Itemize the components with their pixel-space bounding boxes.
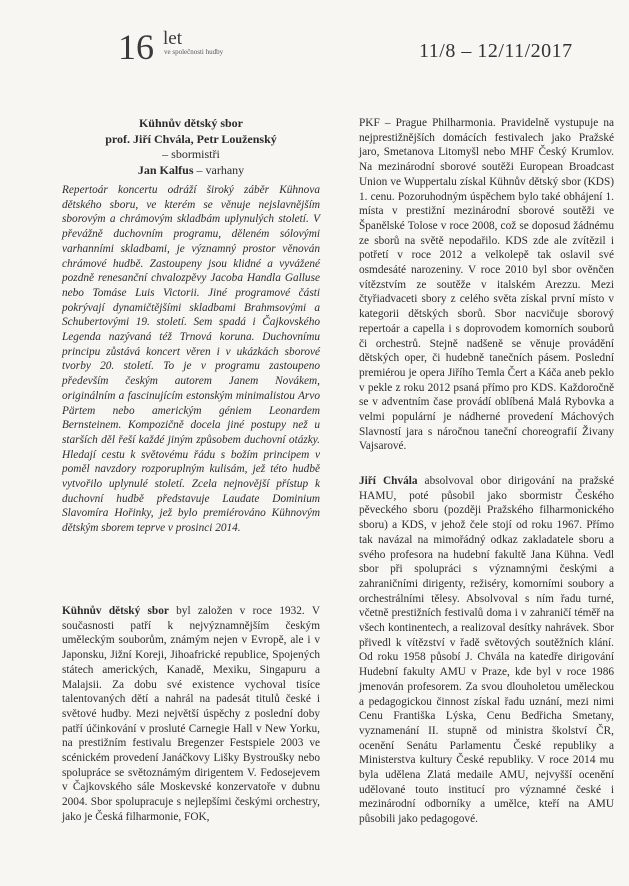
choir-bio-paragraph xyxy=(62,604,320,825)
conductors-names: prof. Jiří Chvála, Petr Louženský xyxy=(105,131,277,146)
organist-role: – varhany xyxy=(196,162,245,177)
logo-number: 16 xyxy=(118,27,154,67)
intro-paragraph: Repertoár koncertu odráží široký záběr Kühnova dětského sboru, ve kterém se věnuje nejslavnějším sborovým a chrámovým skladbám uplynulých století. V převážně duchovním programu, děleném sólovými varhanními skladbami, je významný prostor věnován chrámové hudbě. Zastoupeny jsou klidné a vyvážené pozdně renesanční chvalozpěvy Jacoba Handla Galluse nebo Tomáse Luis Victorii. Jiné programové části pokrývají dynamičtějšími skladbami Brahmsovými a Schubertovými 19. století. Sem spadá i Čajkovského Legenda nazývaná též Trnová koruna. Duchovnímu principu zůstává koncert věren i v ukázkách sborové tvorby 20. století. To je v programu zastoupeno především českým autorem Janem Novákem, originálním a fascinujícím estonským minimalistou Arvo Pärtem nebo americkým géniem Leonardem Bernsteinem. Kompozičně docela jiné postupy než u starších děl řeší každé jiným způsobem duchovní otázky. Hledají cestu k světovému řádu s božím principem v poměl navzdory rozporuplným kulisám, jež této hudbě vytvořilo uplynulé století. Zcela nejnovější přístup k duchovní hudbě představuje Laudate Dominium Slavomíra Hořinky, jež bylo premiérováno Kühnovým dětským sborem teprve v prosinci 2014. xyxy=(62,184,320,535)
choir-bio-continued xyxy=(359,116,614,454)
choir-bio-text: byl založen v roce 1932. V současnosti patří k nejvýznamnějším českým uměleckým souborům, známým nejen v Evropě, ale i v Japonsku, Jižní Koreji, Jihoafrické republice, Spojených státech amerických, Kanadě, Mexiku, Singapuru a Malajsii. Za dobu své existence vychoval tisíce talentovaných dětí a nahrál na padesát titulů české i světové hudby. Mezi největší úspěchy z poslední doby patří účinkování v prosluté Carnegie Hall v New Yorku, na prestižním festivalu Bregenzer Festspiele 2003 ve scénickém provedení Janáčkovy Lišky Bystroušky nebo spolupráce se světoznámým dirigentem V. Fedosejevem v Čajkovského sále Moskevské konzervatoře v dubnu 2004. Sbor spolupracuje s nejlepšími českými orchestry, jako je Česká filharmonie, FOK, xyxy=(62,605,320,823)
organist-name: Jan Kalfus xyxy=(137,162,194,177)
logo-word: let xyxy=(163,28,182,49)
programme-intro xyxy=(62,183,320,536)
logo-subtitle: ve společnosti hudby xyxy=(164,48,224,56)
ensemble-title: Kühnův dětský sbor xyxy=(138,116,244,130)
choir-bio-continued-paragraph: PKF – Prague Philharmonia. Pravidelně vystupuje na nejprestižnějších domácích festivalech jako Pražské jaro, Smetanova Litomyšl nebo MHF Český Krumlov. Na mezinárodní sborové soutěži European Broadcast Union ve Wuppertalu získal Kühnův dětský sbor (KDS) 1. cenu. Pozoruhodným úspěchem bylo také obhájení 1. místa v prestižní mezinárodní sborové soutěži ve Španělské Tolose v roce 2008, což se doposud žádnému ze sborů na světě nepodařilo. KDS zde ale zvítězil i potřetí v roce 2012 a velkolepě tak oslavil své osmdesáté narozeniny. V roce 2010 byl sbor ověnčen vítězstvím ze soutěže v italském Arezzu. Mezi čtyřiadvaceti sbory z celého světa získal první místo v kategorii dětských sborů. Sbor nacvičuje sborový repertoár a capella i s doprovodem komorních souborů či orchestrů. Stejně nadšeně se věnuje provádění dětských oper, či hudebně tanečních pásem. Poslední premiérou je opera Jiřího Temla Čert a Káča aneb peklo v pekle z roku 2012 psaná přímo pro KDS. Každoročně se v adventním čase provádí oblíbená Malá Rybovka a velmi populární je nádherné provedení Máchových Slavností jara s náročnou taneční choreografií Živany Vajsarové. xyxy=(359,117,614,453)
conductor-bio-paragraph xyxy=(359,474,614,827)
date-range: 11/8 – 12/11/2017 xyxy=(419,40,573,62)
concert-heading xyxy=(62,116,320,178)
conductor-bio-text: absolvoval obor dirigování na pražské HAMU, poté působil jako sbormistr Českého pěveckého sboru (později Pražského filharmonického sboru) a KDS, v jehož čele stojí od roku 1967. Přímo tak navázal na mimořádný odkaz zakladatele sboru a svého profesora na hudební fakultě Jana Kühna. Vedl sbor při spolupráci s významnými českými a zahraničními dirigenty, režiséry, komorními soubory a orchestrálními tělesy. Absolvoval s ním řadu turné, včetně prestižních festivalů doma i v zahraničí téměř na všech kontinentech, a realizoval desítky nahrávek. Sbor přivedl k vítězství v řadě světových soutěžních klání. Od roku 1958 působí J. Chvála na katedře dirigování Hudební fakulty AMU v Praze, kde byl v roce 1986 jmenován profesorem. Za svou dlouholetou uměleckou a pedagogickou činnost získal řadu uznání, mezi nimi Cenu Františka Lýska, Cenu Bedřicha Smetany, vyznamenání II. stupně od ministra školství ČR, ocenění Senátu Parlamentu České republiky a Ministerstva kultury České republiky. V roce 2014 mu byla udělena Zlatá medaile AMU, nejvyšší ocenění udělované touto institucí pro významné české i mezinárodní odborníky a umělce, kteří na AMU působili jako pedagogové. xyxy=(359,475,614,826)
conductors-role: – sbormistři xyxy=(162,147,220,161)
choir-bio xyxy=(62,604,320,825)
choir-bio-lead: Kühnův dětský sbor xyxy=(62,605,169,617)
conductor-bio-lead: Jiří Chvála xyxy=(359,475,418,487)
conductor-bio xyxy=(359,474,614,827)
